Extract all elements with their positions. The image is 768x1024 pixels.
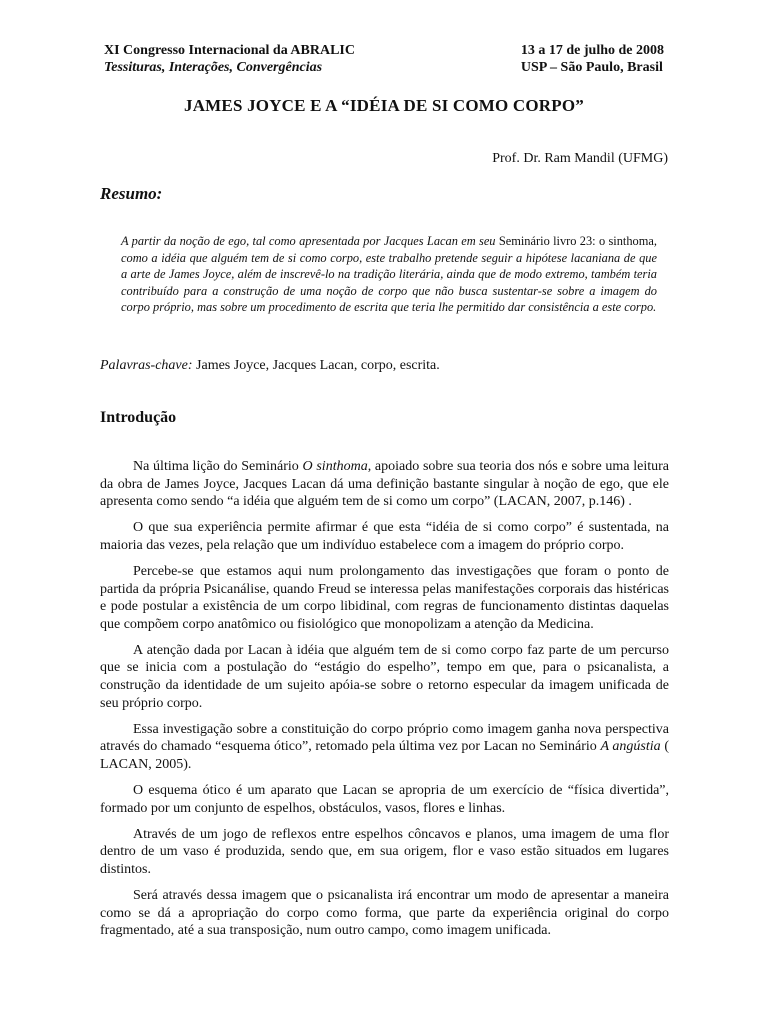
abstract-part-2: , como a idéia que alguém tem de si como corpo, este trabalho pretende seguir a hipótese lacaniana de que a arte de James Joyce, além de inscrevê-lo na tradição literária, ainda que de modo extremo, também teria contribuído para a construção de uma noção de corpo que não busca sustentar-se sobre a imagem do corpo próprio, mas sobre um procedimento de escrita que teria lhe permitido dar consistência a este corpo. [121,234,657,315]
author-line: Prof. Dr. Ram Mandil (UFMG) [492,151,668,166]
abstract-text [121,233,657,316]
paragraph-4: A atenção dada por Lacan à idéia que alguém tem de si como corpo faz parte de um percurso que se inicia com a postulação do “estágio do espelho”, tempo em que, para o psicanalista, a construção da identidade de um sujeito apóia-se sobre o retorno especular da imagem unificada de seu próprio corpo. [100,642,669,711]
paragraph-6: O esquema ótico é um aparato que Lacan se apropria de um exercício de “física divertida”, formado por um conjunto de espelhos, obstáculos, vasos, flores e linhas. [100,783,669,816]
abstract-part-1: A partir da noção de ego, tal como apresentada por Jacques Lacan em seu [121,234,499,248]
abstract-work-title: Seminário livro 23: o sinthoma [498,234,654,248]
running-header [104,42,664,78]
paragraph-1-work-title: O sinthoma [302,459,368,474]
paragraph-1-b: , apoiado sobre sua teoria dos nós e sobre uma leitura da obra de James Joyce, Jacques Lacan dá uma definição bastante singular à noção de ego, que ele apresenta como sendo “a idéia que alguém tem de si como um corpo” (LACAN, 2007, p.146) . [100,459,669,510]
paragraph-5 [100,721,669,774]
keywords-value: James Joyce, Jacques Lacan, corpo, escrita. [196,358,440,373]
introduction-body [100,458,669,948]
keywords-label: Palavras-chave: [100,358,193,373]
conference-location: USP – São Paulo, Brasil [520,60,663,75]
paragraph-5-b: ( LACAN, 2005). [100,739,669,772]
abstract-heading: Resumo: [100,184,163,203]
paragraph-2: O que sua experiência permite afirmar é que esta “idéia de si como corpo” é sustentada, na maioria das vezes, pela relação que um indivíduo estabelece com a imagem do próprio corpo. [100,520,669,553]
conference-name: XI Congresso Internacional da ABRALIC [104,43,355,58]
paper-title: JAMES JOYCE E A “IDÉIA DE SI COMO CORPO” [184,96,584,115]
paragraph-1 [100,458,669,511]
paragraph-8: Será através dessa imagem que o psicanalista irá encontrar um modo de apresentar a maneira como se dá a apropriação do corpo como forma, que parte da experiência original do corpo fragmentado, até a sua transposição, num outro campo, como imagem unificada. [100,887,669,939]
conference-dates: 13 a 17 de julho de 2008 [520,43,664,58]
paragraph-3: Percebe-se que estamos aqui num prolongamento das investigações que foram o ponto de partida da própria Psicanálise, quando Freud se interessa pelas manifestações corporais das histéricas e pode postular a existência de um corpo libidinal, com regras de funcionamento distintas daquelas que compõem corpo anatômico ou fisiológico que monopolizam a atenção da Medicina. [100,563,669,632]
keywords-line [100,358,440,374]
paragraph-5-work-title: A angústia [600,739,661,755]
header-right [521,42,664,76]
header-left [104,42,355,76]
conference-subtitle: Tessituras, Interações, Convergências [104,60,323,75]
paragraph-5-a: Essa investigação sobre a constituição do corpo próprio como imagem ganha nova perspectiva através do chamado “esquema ótico”, retomado pela última vez por Lacan no Seminário [100,721,669,755]
paragraph-7: Através de um jogo de reflexos entre espelhos côncavos e planos, uma imagem de uma flor dentro de um vaso é produzida, sendo que, em sua origem, flor e vaso estão situados em lugares distintos. [100,826,669,877]
introduction-heading: Introdução [100,409,177,426]
paragraph-1-a: Na última lição do Seminário [133,459,303,474]
